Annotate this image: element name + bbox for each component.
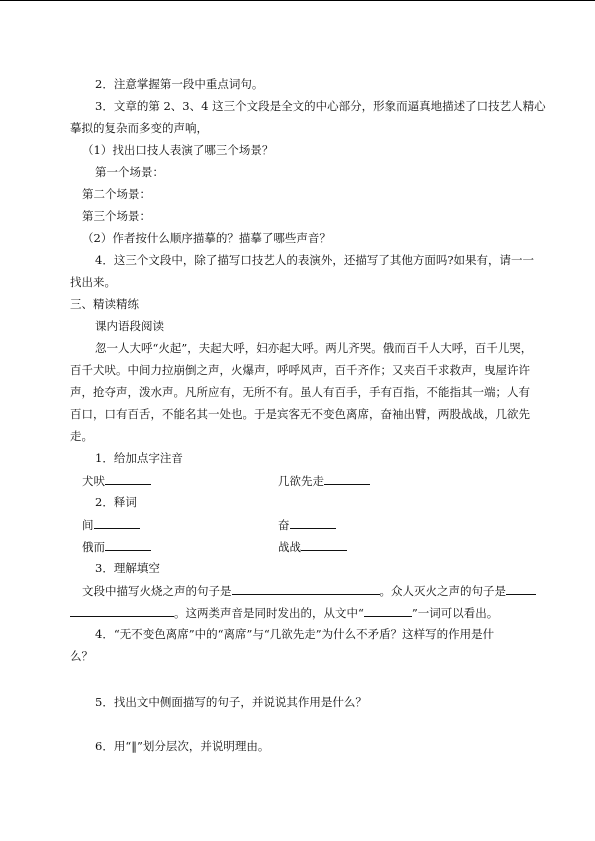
exercise-2-heading: 2．释词 [95, 495, 137, 509]
exercise-2-item-c [82, 539, 151, 554]
answer-blank[interactable] [232, 583, 380, 595]
item-2-text: 2．注意掌握第一段中重点词句。 [95, 77, 264, 91]
question-2: （2）作者按什么顺序描摹的？描摹了哪些声音？ [82, 231, 331, 245]
scene-3-label: 第三个场景： [82, 209, 151, 223]
exercise-3-prompt-b: 。众人灭火之声的句子是 [379, 584, 506, 598]
exercise-1-item-a [82, 473, 151, 488]
exercise-2-item-a-label: 间 [82, 518, 94, 532]
answer-blank[interactable] [70, 605, 174, 617]
exercise-3-line-1 [82, 583, 536, 598]
exercise-2-item-d-label: 战战 [278, 540, 301, 554]
item-3-text: 3．文章的第 2、3、4 这三个文段是全文的中心部分，形象而逼真地描述了口技艺人精心 [95, 99, 546, 113]
scene-1-label: 第一个场景： [95, 165, 164, 179]
section-3-heading: 三、精读精练 [70, 297, 139, 311]
answer-blank[interactable] [324, 473, 370, 485]
item-3-text-cont: 摹拟的复杂而多变的声响， [70, 121, 208, 135]
passage-line-1: 忽一人大呼“火起”，夫起大呼，妇亦起大呼。两儿齐哭。俄而百千人大呼，百千儿哭， [95, 341, 533, 355]
exercise-2-item-b [278, 517, 336, 532]
answer-blank[interactable] [301, 539, 347, 551]
exercise-6-text: 6．用“‖”划分层次，并说明理由。 [95, 739, 270, 753]
exercise-5-text: 5．找出文中侧面描写的句子，并说说其作用是什么？ [95, 695, 367, 709]
exercise-4-text: 4．“无不变色离席”中的“离席”与“几欲先走”为什么不矛盾？这样写的作用是什 [95, 627, 495, 641]
passage-line-2: 百千犬吠。中间力拉崩倒之声，火爆声，呼呼风声，百千齐作；又夹百千求救声，曳屋许许 [70, 363, 530, 377]
exercise-3-heading: 3．理解填空 [95, 561, 160, 575]
exercise-3-line-2 [70, 605, 498, 620]
exercise-1-item-a-label: 犬吠 [82, 474, 105, 488]
answer-blank[interactable] [94, 517, 140, 529]
exercise-2-item-b-label: 奋 [278, 518, 290, 532]
exercise-4-text-cont: 么？ [70, 649, 93, 663]
question-1: （1）找出口技人表演了哪三个场景？ [82, 143, 274, 157]
answer-blank[interactable] [105, 539, 151, 551]
subsection-heading: 课内语段阅读 [95, 319, 164, 333]
answer-blank[interactable] [105, 473, 151, 485]
exercise-3-prompt-c: 。这两类声音是同时发出的，从文中“ [174, 606, 364, 620]
exercise-3-prompt-d: ”一词可以看出。 [411, 606, 499, 620]
passage-line-5: 走。 [70, 429, 93, 443]
exercise-2-item-d [278, 539, 347, 554]
answer-blank[interactable] [290, 517, 336, 529]
exercise-2-item-c-label: 俄而 [82, 540, 105, 554]
passage-line-4: 百口，口有百舌，不能名其一处也。于是宾客无不变色离席，奋袖出臂，两股战战，几欲先 [70, 407, 530, 421]
passage-line-3: 声，抢夺声，泼水声。凡所应有，无所不有。虽人有百手，手有百指，不能指其一端；人有 [70, 385, 530, 399]
exercise-2-item-a [82, 517, 140, 532]
scene-2-label: 第二个场景： [82, 187, 151, 201]
answer-blank[interactable] [506, 583, 536, 595]
exercise-1-item-b-label: 几欲先走 [278, 474, 324, 488]
answer-blank[interactable] [364, 605, 412, 617]
page-top-rule [0, 0, 595, 1]
item-4-text-cont: 找出来。 [70, 275, 116, 289]
item-4-text: 4．这三个文段中，除了描写口技艺人的表演外，还描写了其他方面吗?如果有，请一一 [95, 253, 534, 267]
exercise-1-item-b [278, 473, 370, 488]
exercise-1-heading: 1．给加点字注音 [95, 451, 183, 465]
exercise-3-prompt-a: 文段中描写火烧之声的句子是 [82, 584, 232, 598]
